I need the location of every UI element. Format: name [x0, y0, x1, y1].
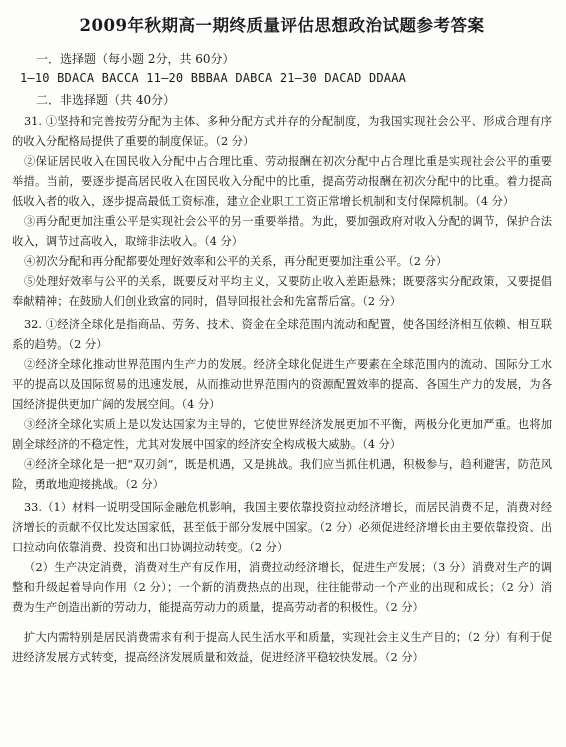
answer-paragraph-33-1: 33.（1）材料一说明受国际金融危机影响，我国主要依靠投资拉动经济增长，而居民消费不足，消费对经济增长的贡献不仅比发达国家低，甚至低于部分发展中国家。（2 分）必须促进经济增长由主要依靠投资、出口拉动向依靠消费、投资和出口协调拉动转变。（2 分） [12, 501, 552, 554]
answer-paragraph-31-4: ④初次分配和再分配都要处理好效率和公平的关系，再分配更要加注重公平。（2 分） [24, 255, 448, 268]
answer-paragraph-32-4: ④经济全球化是一把“双刃剑”，既是机遇，又是挑战。我们应当抓住机遇，积极参与，趋利避害，防范风险，勇敢地迎接挑战。（2 分） [12, 458, 552, 491]
answer-paragraph-31-2: ②保证居民收入在国民收入分配中占合理比重、劳动报酬在初次分配中占合理比重是实现社会公平的重要举措。当前，要逐步提高居民收入在国民收入分配中的比重，提高劳动报酬在初次分配中的比重。着力提高低收入者的收入，逐步提高最低工资标准，建立企业职工工资正常增长机制和支付保障机制。（4 分） [12, 155, 552, 208]
answer-paragraph-31-5: ⑤处理好效率与公平的关系，既要反对平均主义，又要防止收入差距悬殊；既要落实分配政策，又要提倡奉献精神；在鼓励人们创业致富的同时，倡导回报社会和先富帮后富。（2 分） [12, 275, 552, 308]
choice-answer-key: 1—10 BDACA BACCA 11—20 BBBAA DABCA 21—30 DACAD DDAAA [20, 71, 407, 85]
answer-paragraph-33-3: 扩大内需特别是居民消费需求有利于提高人民生活水平和质量，实现社会主义生产目的；（2 分）有利于促进经济发展方式转变，提高经济发展质量和效益，促进经济平稳较快发展。（2 分） [12, 631, 552, 664]
answer-paragraph-32-3: ③经济全球化实质上是以发达国家为主导的，它使世界经济发展更加不平衡，两极分化更加严重。也将加剧全球经济的不稳定性，尤其对发展中国家的经济安全构成极大威胁。（4 分） [12, 418, 552, 451]
section-heading-nonchoice: 二．非选择题（共 40分） [36, 93, 176, 107]
answer-paragraph-31-1: 31. ①坚持和完善按劳分配为主体、多种分配方式并存的分配制度，为我国实现社会公平、形成合理有序的收入分配格局提供了重要的制度保证。（2 分） [12, 115, 552, 148]
answer-paragraph-32-1: 32. ①经济全球化是指商品、劳务、技术、资金在全球范围内流动和配置，使各国经济相互依赖、相互联系的趋势。（2 分） [12, 318, 552, 351]
page-title: 2009年秋期高一期终质量评估思想政治试题参考答案 [79, 16, 485, 35]
answer-paragraph-33-2: （2）生产决定消费，消费对生产有反作用，消费拉动经济增长，促进生产发展；（3 分）消费对生产的调整和升级起着导向作用（2 分）；一个新的消费热点的出现，往往能带动一个产业的出现和成长；（2 分）消费为生产创造出新的劳动力，能提高劳动力的质量，提高劳动者的积极性。（2 分） [12, 561, 552, 614]
section-heading-choice: 一．选择题（每小题 2分，共 60分） [36, 52, 235, 66]
answer-paragraph-31-3: ③再分配更加注重公平是实现社会公平的另一重要举措。为此，要加强政府对收入分配的调节，保护合法收入，调节过高收入，取缔非法收入。（4 分） [12, 215, 552, 248]
answer-paragraph-32-2: ②经济全球化推动世界范围内生产力的发展。经济全球化促进生产要素在全球范围内的流动、国际分工水平的提高以及国际贸易的迅速发展，从而推动世界范围内的资源配置效率的提高、各国生产力的发展，为各国经济提供更加广阔的发展空间。（4 分） [12, 358, 552, 411]
